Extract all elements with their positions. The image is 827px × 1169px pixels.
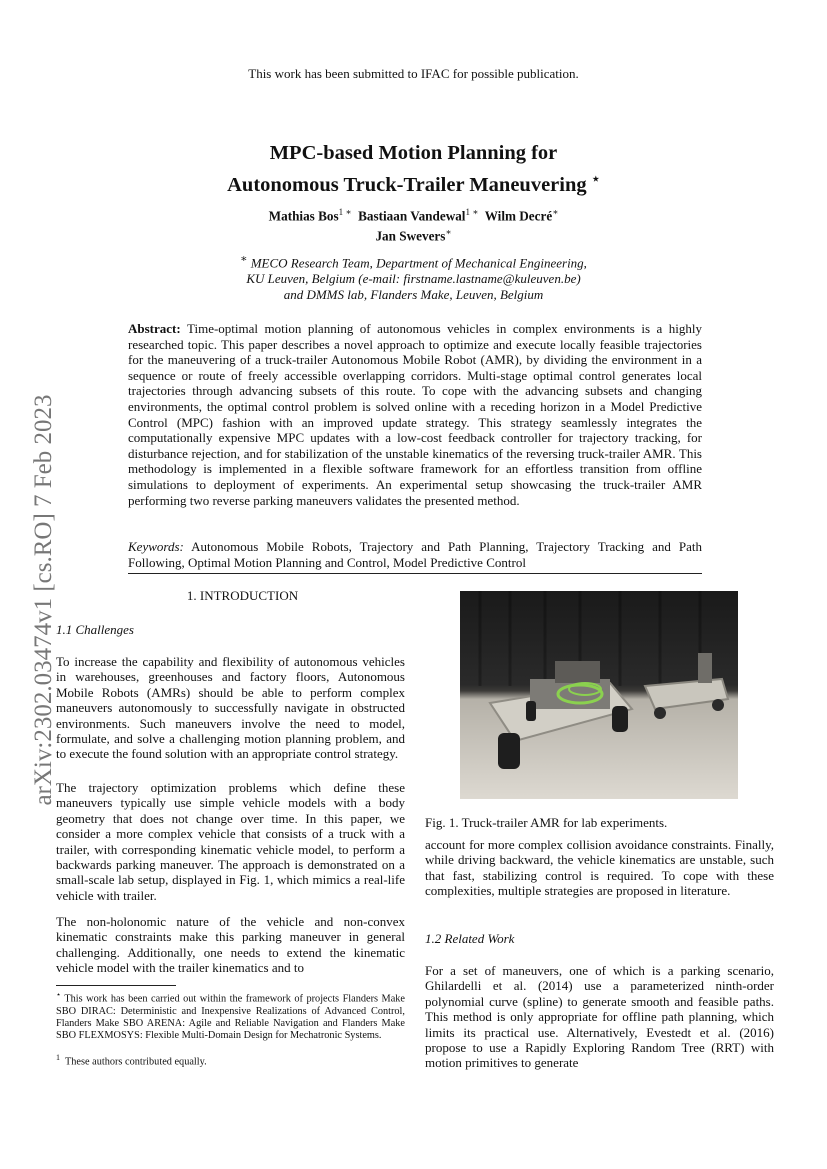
truck-trailer-illustration [460, 591, 738, 799]
submission-notice: This work has been submitted to IFAC for possible publication. [248, 66, 579, 81]
related-paragraph-1: account for more complex collision avoidance constraints. Finally, while driving backward, the vehicle kinematics are unstable, such that fast, stabilizing control is required. To cope with these complexities, multiple strategies are proposed in literature. [425, 837, 774, 899]
keywords [128, 539, 702, 570]
section-introduction: 1. INTRODUCTION [186, 588, 299, 603]
title-line-2: Autonomous Truck-Trailer Maneuvering ⋆ [227, 171, 600, 196]
abstract-text: Time-optimal motion planning of autonomous vehicles in complex environments is a highly researched topic. This paper describes a novel approach to optimize and execute locally feasible trajectories for the maneuvering of a truck-trailer Autonomous Mobile Robot (AMR), by dividing the environment in a sequence or route of freely accessible overlapping corridors. Multi-stage optimal control generates local trajectories through advancing subsets of this route. To cope with the advancing subsets and changing environments, the optimal control problem is solved online with a receding horizon in a Model Predictive Control (MPC) fashion with an improved update strategy. This strategy seamlessly integrates the computationally expensive MPC updates with a low-cost feedback controller for trajectory tracking, for disturbance rejection, and for stabilization of the unstable kinematics of the reversing truck-trailer AMR. This methodology is implemented in a flexible software framework for an effortless transition from offline simulations to deployment of experiments. An experimental setup showcasing the truck-trailer AMR performing two reverse parking maneuvers validates the presented method. [128, 321, 703, 508]
author-list: Mathias Bos$^{1 ∗}$ Bastiaan Vandewal$^{1 ∗}$ Wilm Decré∗ Jan Swevers∗ [268, 207, 559, 244]
title-line-1: MPC-based Motion Planning for [269, 142, 558, 164]
footnote-divider [56, 985, 176, 986]
paper-title [0, 141, 827, 198]
keywords-label: Keywords: [128, 539, 184, 554]
abstract [128, 321, 702, 508]
abstract-label: Abstract: [128, 321, 181, 336]
author-4: Jan Swevers [375, 228, 446, 244]
arxiv-identifier: arXiv:2302.03474v1 [cs.RO] 7 Feb 2023 [30, 394, 57, 806]
header-divider [128, 573, 702, 574]
related-paragraph-2: For a set of maneuvers, one of which is a parking scenario, Ghilardelli et al. (2014) use a parameterized ninth-order polynomial curve (spline) to generate smooth and feasible paths. This method is only appropriate for offline path planning, which limits its practical use. Alternatively, Evestedt et al. (2016) propose to use a Rapidly Exploring Random Tree (RRT) with motion primitives to generate [425, 963, 774, 1071]
subsection-challenges: 1.1 Challenges [56, 622, 134, 637]
figure-truck-trailer-photo [460, 591, 738, 799]
footnote-funding: ⋆ This work has been carried out within the framework of projects Flanders Make SBO DIRAC: Deterministic and Inexpensive Realizations of Advanced Control, Flanders Make SBO ARENA: Agile and Reliable Navigation and Flanders Make SBO FLEXMOSYS: Flexible Multi-Domain Design for Mechatronic Systems. [56, 990, 405, 1042]
intro-paragraph-1: To increase the capability and flexibility of autonomous vehicles in warehouses, greenhouses and factory floors, Autonomous Mobile Robots (AMRs) should be able to perform complex maneuvers autonomously to successfully navigate in obstructed environments. Such maneuvers involve the need to model, formulate, and solve a challenging motion planning problem, and to execute the found solution with an appropriate control strategy. [56, 654, 405, 762]
footnote-equal-contribution: $^1$ These authors contributed equally. [56, 1053, 207, 1068]
figure-caption: Fig. 1. Truck-trailer AMR for lab experiments. [425, 815, 668, 830]
keywords-text: Autonomous Mobile Robots, Trajectory and Path Planning, Trajectory Tracking and Path Following, Optimal Motion Planning and Control, Model Predictive Control [128, 539, 702, 570]
intro-paragraph-2: The trajectory optimization problems which define these maneuvers typically use simple vehicle models with a body geometry that does not change over time. In this paper, we consider a more complex vehicle that consists of a truck with a trailer, with corresponding kinematic vehicle model, to perform a backwards parking maneuver. The approach is demonstrated on a small-scale lab setup, displayed in Fig. 1, which mimics a real-life vehicle with trailer. [56, 780, 405, 903]
author-3: Wilm Decré [484, 208, 553, 224]
subsection-related-work: 1.2 Related Work [425, 931, 515, 946]
intro-paragraph-3: The non-holonomic nature of the vehicle and non-convex kinematic constraints make this parking maneuver in general challenging. Additionally, one needs to extend the kinematic vehicle model with the trailer kinematics and to [56, 914, 405, 976]
affiliation: ∗ MECO Research Team, Department of Mechanical Engineering, KU Leuven, Belgium (e-mail: firstname.lastname@kuleuven.be) and DMMS lab, Flanders Make, Leuven, Belgium [240, 253, 587, 302]
title-star: ⋆ [591, 171, 600, 186]
author-2: Bastiaan Vandewal [358, 208, 466, 224]
author-1: Mathias Bos [268, 208, 339, 224]
